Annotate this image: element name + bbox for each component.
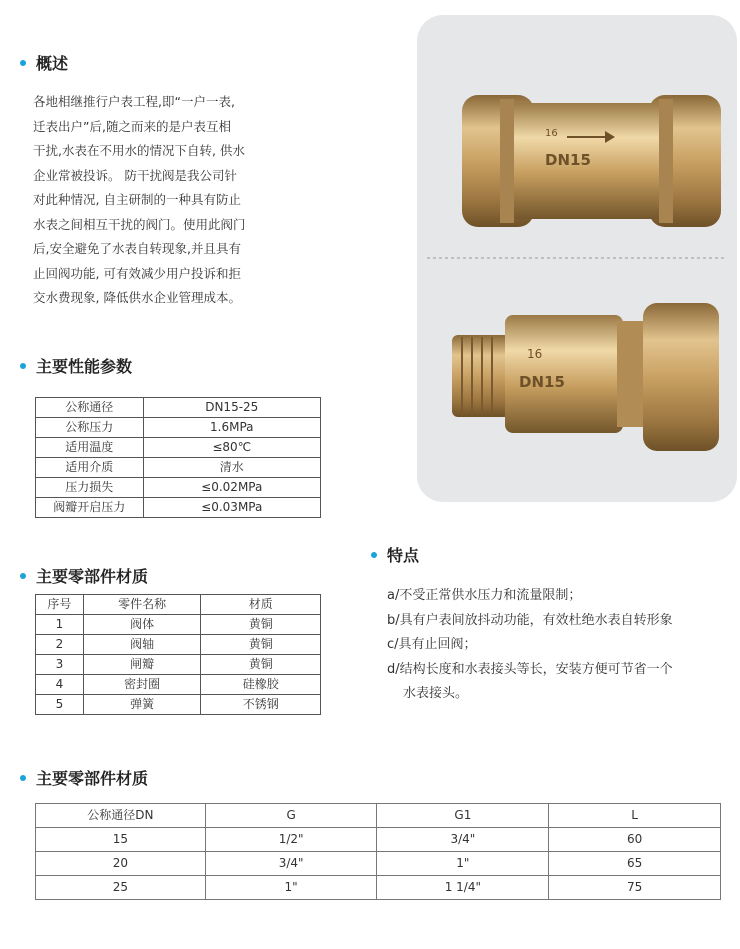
table-header-row <box>36 804 721 828</box>
materials-table <box>35 594 321 715</box>
cell: 黄铜 <box>201 655 321 675</box>
cell: 60 <box>549 828 721 852</box>
column-header: L <box>549 804 721 828</box>
dimensions-heading <box>20 766 148 789</box>
param-value: 清水 <box>143 458 320 478</box>
dimensions-heading-text: 主要零部件材质 <box>36 769 149 788</box>
cell: 4 <box>36 675 84 695</box>
overview-line: 止回阀功能, 可有效减少用户投诉和拒 <box>33 265 241 281</box>
feature-item: b/具有户表间放抖动功能，有效杜绝水表自转形象 <box>387 612 673 628</box>
valve-marking: 16 <box>527 347 543 361</box>
cell: 1 1/4" <box>377 876 549 900</box>
overview-line: 水表之间相互干扰的阀门。使用此阀门 <box>33 216 246 232</box>
column-header: 零件名称 <box>83 595 201 615</box>
table-row <box>36 458 321 478</box>
valve-marking: DN15 <box>519 373 565 391</box>
param-name: 公称压力 <box>36 418 144 438</box>
cell: 1" <box>377 852 549 876</box>
cell: 1/2" <box>205 828 377 852</box>
table-row <box>36 828 721 852</box>
param-name: 适用介质 <box>36 458 144 478</box>
param-value: ≤80℃ <box>143 438 320 458</box>
overview-line: 干扰,水表在不用水的情况下自转, 供水 <box>33 143 245 158</box>
overview-line: 迁表出户”后,随之而来的是户表互相 <box>33 118 231 134</box>
table-row <box>36 635 321 655</box>
cell: 2 <box>36 635 84 655</box>
table-row <box>36 418 321 438</box>
cell: 3/4" <box>205 852 377 876</box>
param-name: 适用温度 <box>36 438 144 458</box>
cell: 密封圈 <box>83 675 201 695</box>
cell: 硅橡胶 <box>201 675 321 695</box>
cell: 65 <box>549 852 721 876</box>
param-value: 1.6MPa <box>143 418 320 438</box>
top-valve <box>462 95 721 227</box>
cell: 3 <box>36 655 84 675</box>
overview-line: 各地相继推行户表工程,即“一户一表, <box>33 94 235 109</box>
cell: 不锈钢 <box>201 695 321 715</box>
column-header: G1 <box>377 804 549 828</box>
feature-item: 水表接头。 <box>403 686 469 701</box>
bullet-icon <box>371 552 377 558</box>
cell: 3/4" <box>377 828 549 852</box>
feature-item: c/具有止回阀； <box>387 637 477 652</box>
union-nut <box>643 303 719 451</box>
product-photo <box>417 15 737 502</box>
cell: 黄铜 <box>201 635 321 655</box>
performance-heading-text: 主要性能参数 <box>36 357 133 376</box>
overview-text <box>33 90 298 311</box>
cell: 1" <box>205 876 377 900</box>
cell: 5 <box>36 695 84 715</box>
table-row <box>36 695 321 715</box>
performance-table <box>35 397 321 518</box>
cell: 阀轴 <box>83 635 201 655</box>
table-row <box>36 675 321 695</box>
body-ring <box>659 99 673 223</box>
body-ring <box>617 321 647 427</box>
feature-item: a/不受正常供水压力和流量限制； <box>387 588 582 603</box>
performance-heading <box>20 354 132 377</box>
overview-line: 企业常被投诉。 防干扰阀是我公司针 <box>33 167 237 183</box>
features-heading-text: 特点 <box>387 546 420 565</box>
param-name: 公称通径 <box>36 398 144 418</box>
bullet-icon <box>20 573 26 579</box>
valve-marking: 16 <box>545 128 558 139</box>
dimensions-table <box>35 803 721 900</box>
param-name: 阀瓣开启压力 <box>36 498 144 518</box>
feature-item: d/结构长度和水表接头等长，安装方便可节省一个 <box>387 661 673 677</box>
features-list <box>387 584 673 707</box>
bullet-icon <box>20 775 26 781</box>
overview-line: 后,安全避免了水表自转现象,并且具有 <box>33 241 241 256</box>
cell: 闸瓣 <box>83 655 201 675</box>
valve-marking: DN15 <box>545 151 591 169</box>
column-header: 材质 <box>201 595 321 615</box>
table-header-row <box>36 595 321 615</box>
features-heading <box>371 543 419 566</box>
cell: 阀体 <box>83 615 201 635</box>
body-ring <box>500 99 514 223</box>
cell: 75 <box>549 876 721 900</box>
cell: 黄铜 <box>201 615 321 635</box>
table-row <box>36 852 721 876</box>
overview-line: 对此种情况, 自主研制的一种具有防止 <box>33 192 241 207</box>
cell: 25 <box>36 876 206 900</box>
table-row <box>36 876 721 900</box>
column-header: 序号 <box>36 595 84 615</box>
cell: 弹簧 <box>83 695 201 715</box>
param-value: ≤0.03MPa <box>143 498 320 518</box>
valve-illustration <box>417 15 737 502</box>
bullet-icon <box>20 363 26 369</box>
table-row <box>36 398 321 418</box>
cell: 15 <box>36 828 206 852</box>
materials-heading-text: 主要零部件材质 <box>36 567 149 586</box>
table-row <box>36 478 321 498</box>
table-row <box>36 655 321 675</box>
materials-heading <box>20 564 148 587</box>
table-row <box>36 438 321 458</box>
bottom-valve <box>452 303 719 451</box>
overview-line: 交水费现象, 降低供水企业管理成本。 <box>33 290 241 305</box>
param-value: ≤0.02MPa <box>143 478 320 498</box>
param-value: DN15-25 <box>143 398 320 418</box>
cell: 20 <box>36 852 206 876</box>
param-name: 压力损失 <box>36 478 144 498</box>
column-header: 公称通径DN <box>36 804 206 828</box>
table-row <box>36 498 321 518</box>
overview-heading-text: 概述 <box>36 54 69 73</box>
cell: 1 <box>36 615 84 635</box>
overview-heading <box>20 51 68 74</box>
table-row <box>36 615 321 635</box>
bullet-icon <box>20 60 26 66</box>
column-header: G <box>205 804 377 828</box>
